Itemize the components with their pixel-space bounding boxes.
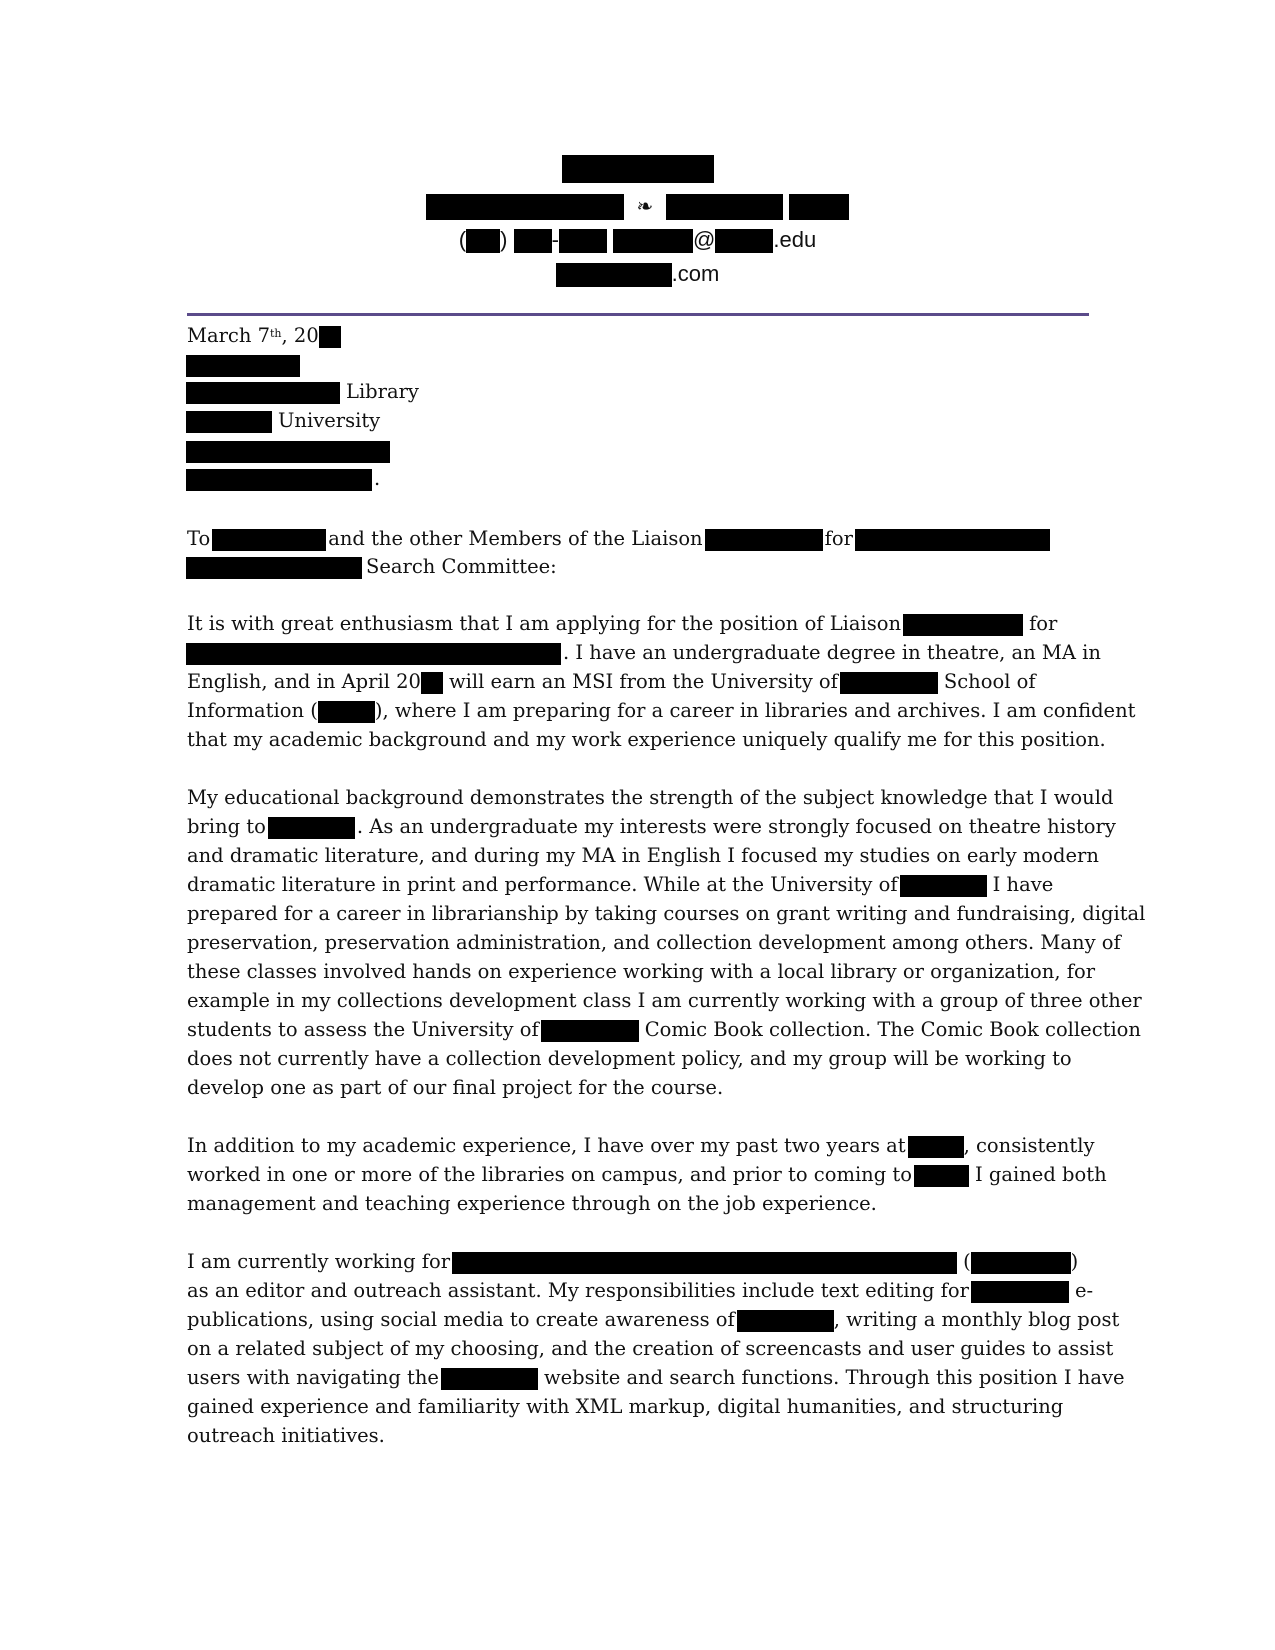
redaction-bar [789, 194, 849, 220]
p1-line: Information ( ), where I am preparing for a career in libraries and archives. I am confident [187, 699, 1136, 722]
p4-line: I am currently working for ( ) [187, 1250, 1079, 1273]
redaction-bar [559, 229, 607, 253]
redaction-bar [318, 701, 375, 723]
letterhead-contact: ( ) - @ .edu [458, 227, 817, 252]
salutation-cont: Search Committee: [187, 552, 557, 582]
p3-line: worked in one or more of the libraries on campus, and prior to coming to I gained both [187, 1163, 1107, 1186]
redaction-bar [186, 643, 561, 665]
fleuron-icon: ❧ [636, 194, 654, 218]
p2-line: does not currently have a collection development policy, and my group will be working to [187, 1047, 1072, 1070]
redaction-bar [613, 229, 693, 253]
p2-line: students to assess the University of Comic Book collection. The Comic Book collection [187, 1018, 1141, 1041]
letterhead-address [0, 191, 1275, 221]
p2-line: and dramatic literature, and during my MA in English I focused my studies on early modern [187, 844, 1099, 867]
redaction-bar [466, 229, 500, 253]
recipient-library: Library [187, 377, 419, 407]
redaction-bar [737, 1310, 834, 1332]
p2-line: these classes involved hands on experience working with a local library or organization, for [187, 960, 1096, 983]
p1-line: . I have an undergraduate degree in theatre, an MA in [187, 638, 1101, 668]
p4-line: gained experience and familiarity with XML markup, digital humanities, and structuring [187, 1395, 1064, 1418]
redaction-bar [514, 229, 552, 253]
p4-line: on a related subject of my choosing, and the creation of screencasts and user guides to assist [187, 1337, 1114, 1360]
redaction-bar [541, 1020, 639, 1042]
redaction-bar [426, 194, 624, 220]
letterhead-name [0, 153, 1275, 183]
p1-line: It is with great enthusiasm that I am applying for the position of Liaison for [187, 612, 1058, 635]
redaction-bar [421, 672, 443, 694]
p2-line: dramatic literature in print and performance. While at the University of I have [187, 873, 1054, 896]
redaction-bar [900, 875, 987, 897]
p4-line: outreach initiatives. [187, 1424, 385, 1447]
redaction-bar [971, 1281, 1069, 1303]
p3-line: management and teaching experience through on the job experience. [187, 1192, 877, 1215]
email-domain-suffix: .edu [773, 227, 817, 252]
redaction-bar [186, 411, 272, 433]
letter-date: March 7th, 20 [187, 321, 343, 351]
redaction-bar [855, 529, 1050, 551]
redaction-bar [186, 557, 362, 579]
redaction-bar [914, 1165, 969, 1187]
header-rule [187, 313, 1089, 316]
redaction-bar [705, 529, 823, 551]
p2-line: develop one as part of our final project for the course. [187, 1076, 724, 1099]
p3-line: In addition to my academic experience, I have over my past two years at , consistently [187, 1134, 1095, 1157]
redaction-bar [908, 1136, 964, 1158]
recipient-street [187, 436, 392, 466]
redaction-bar [186, 469, 372, 491]
p2-line: My educational background demonstrates the strength of the subject knowledge that I would [187, 786, 1114, 809]
p2-line: example in my collections development class I am currently working with a group of three other [187, 989, 1142, 1012]
redaction-bar [186, 382, 340, 404]
p2-line: prepared for a career in librarianship by taking courses on grant writing and fundraising, digital [187, 902, 1146, 925]
redaction-bar [715, 229, 773, 253]
redaction-bar [903, 614, 1023, 636]
redaction-bar [840, 672, 938, 694]
p2-line: bring to . As an undergraduate my interests were strongly focused on theatre history [187, 815, 1116, 838]
redaction-bar [186, 441, 390, 463]
redaction-bar [268, 817, 355, 839]
p1-line: English, and in April 20 will earn an MSI from the University of School of [187, 670, 1036, 693]
letterhead-website [0, 259, 1275, 289]
redaction-bar [319, 326, 341, 348]
p4-line: users with navigating the website and search functions. Through this position I have [187, 1366, 1125, 1389]
recipient-university: University [187, 406, 380, 436]
p4-line: as an editor and outreach assistant. My responsibilities include text editing for e- [187, 1279, 1094, 1302]
p4-line: publications, using social media to create awareness of , writing a monthly blog post [187, 1308, 1120, 1331]
redaction-bar [212, 529, 326, 551]
salutation: To and the other Members of the Liaison for [187, 524, 1052, 554]
redaction-bar [186, 355, 300, 377]
redaction-bar [971, 1252, 1071, 1274]
redaction-bar [666, 194, 783, 220]
website-suffix: .com [671, 261, 720, 286]
p2-line: preservation, preservation administration, and collection development among others. Many of [187, 931, 1121, 954]
redaction-bar [556, 263, 672, 287]
redaction-bar [441, 1368, 538, 1390]
recipient-city: . [187, 464, 380, 494]
p1-line: that my academic background and my work experience uniquely qualify me for this position. [187, 728, 1106, 751]
redaction-bar [452, 1252, 957, 1274]
recipient-name [187, 350, 302, 380]
redaction-bar [562, 155, 714, 183]
